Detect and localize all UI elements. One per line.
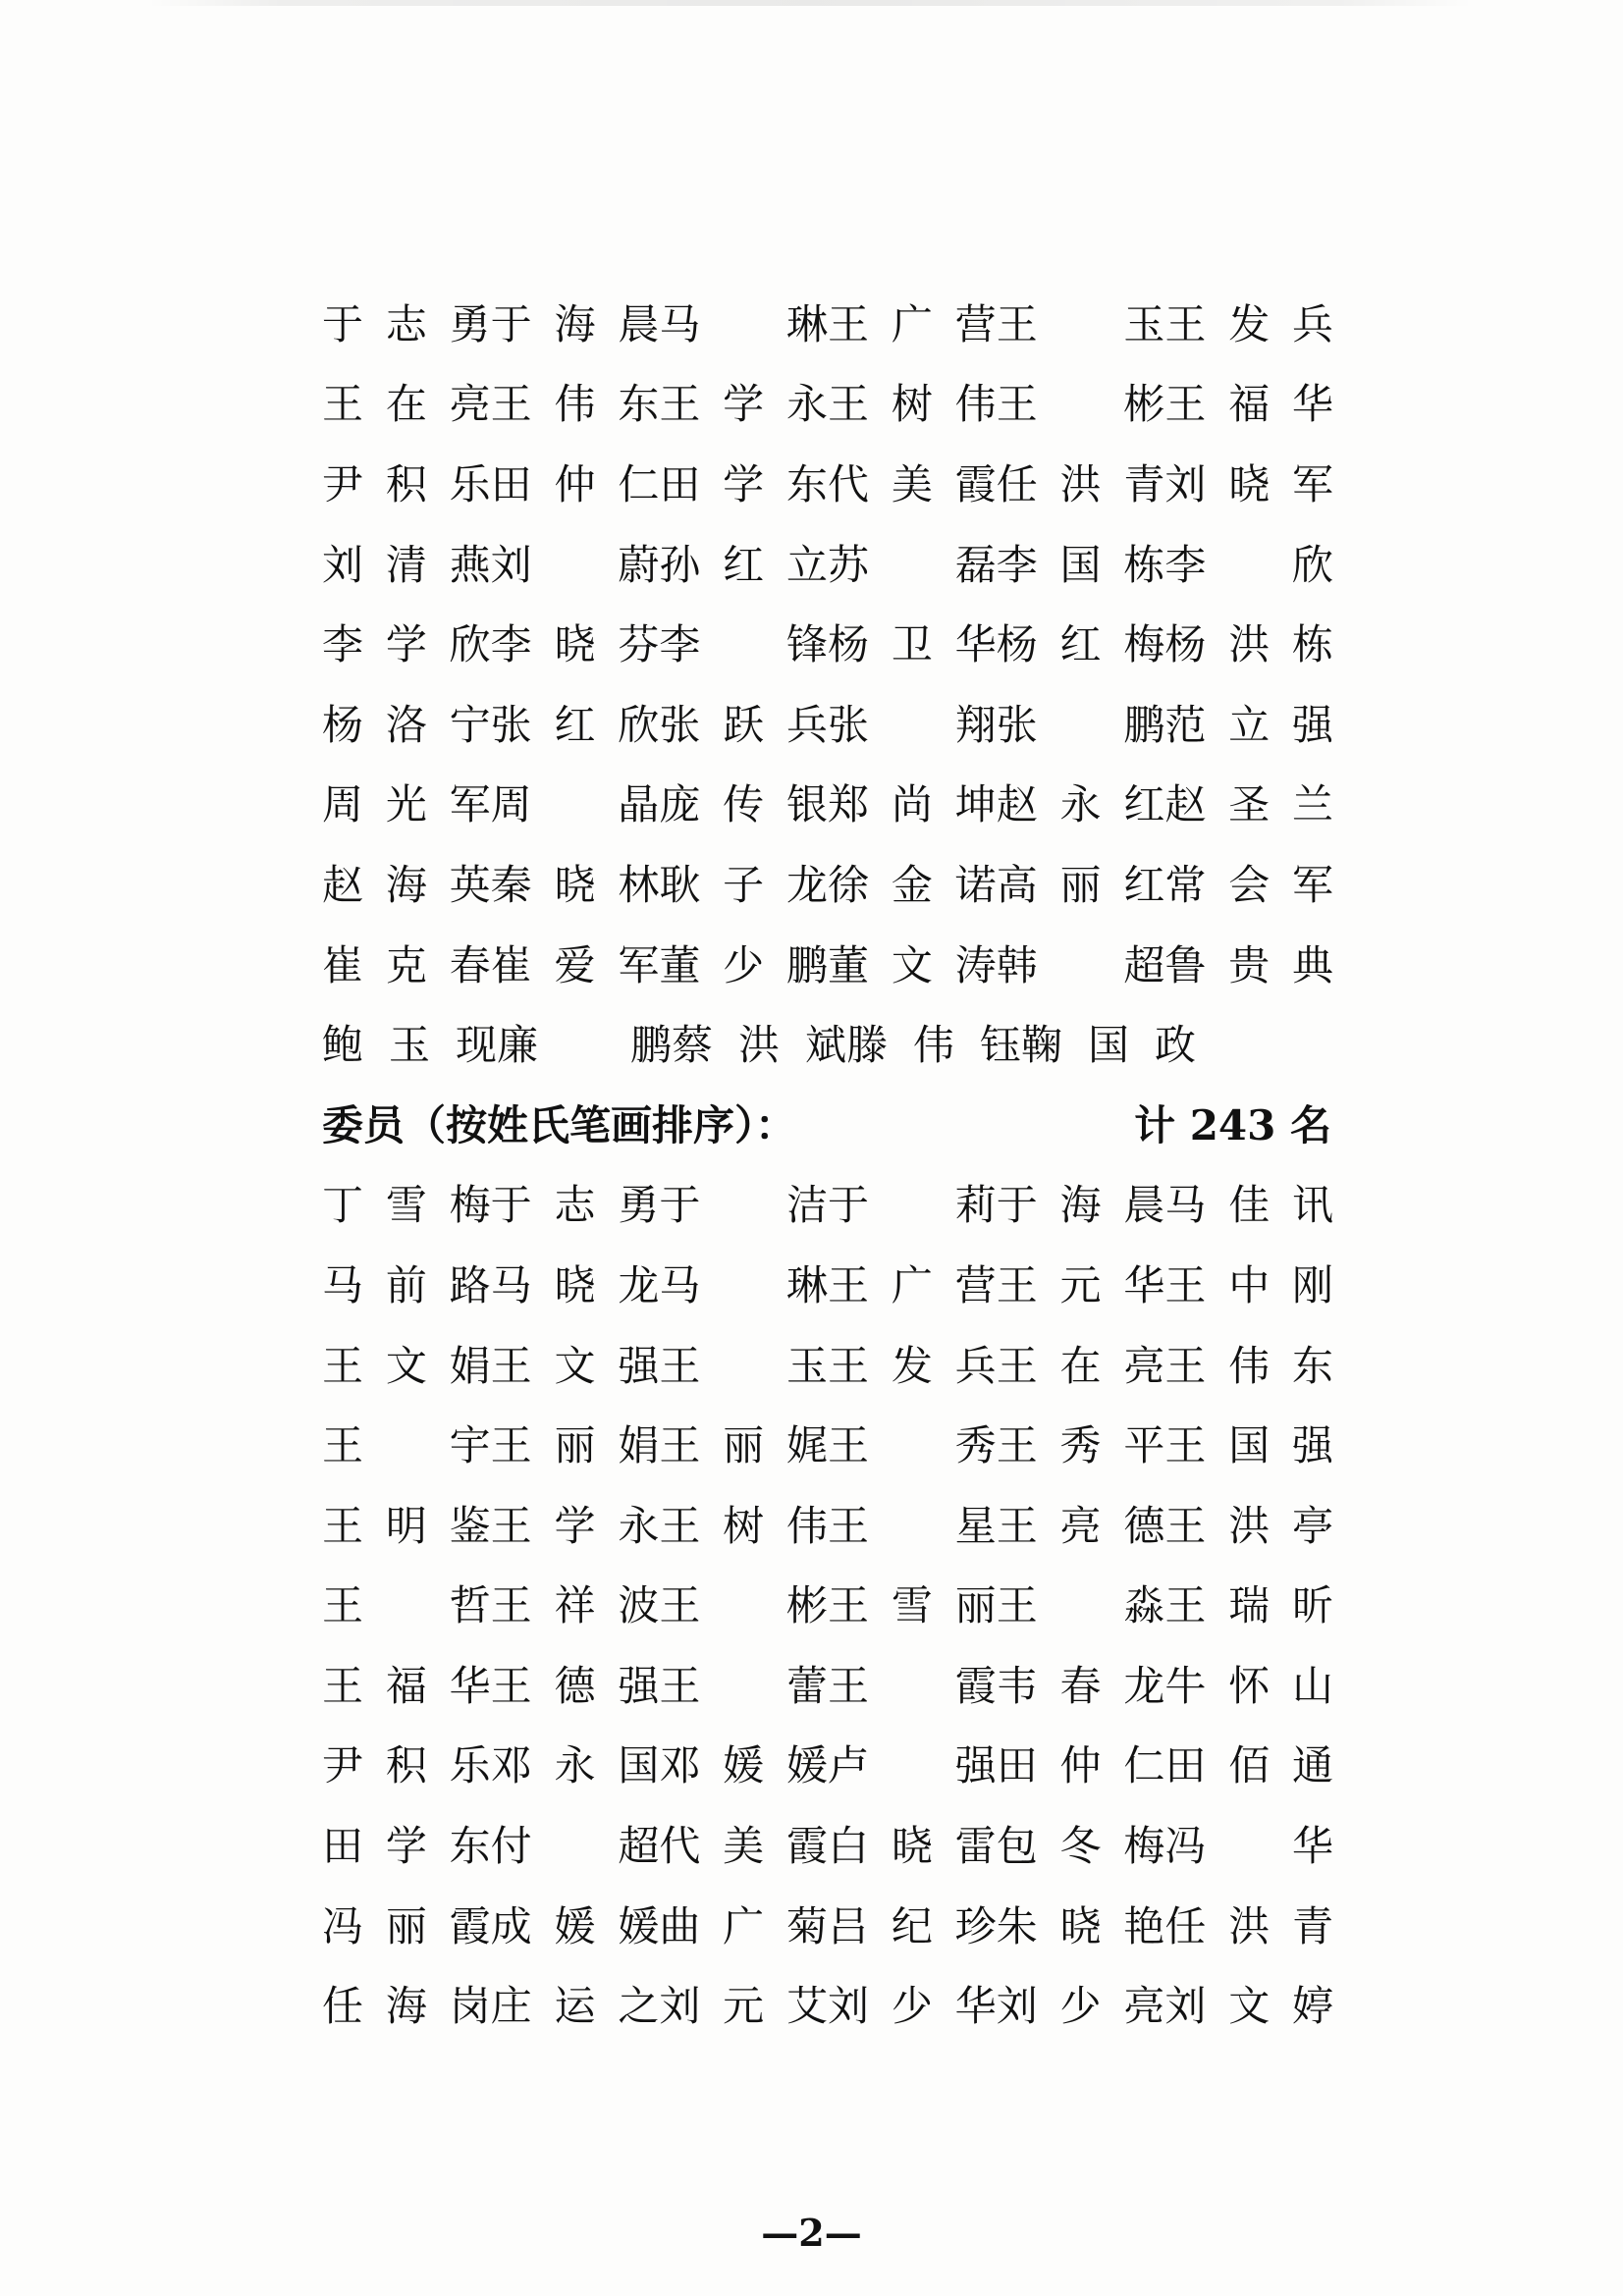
member-name: 赵 圣 兰: [1164, 780, 1334, 829]
member-name: 范 立 强: [1164, 700, 1334, 749]
name-row: [322, 525, 1333, 606]
member-name: 耿 子 龙: [659, 860, 829, 909]
member-name: 于 海 晨: [490, 299, 660, 348]
member-name: 王 文 娟: [322, 1341, 491, 1390]
member-name: 刘 晓 军: [1164, 459, 1334, 508]
member-name: 杨 洛 宁: [322, 700, 491, 749]
member-name: 孙 红 立: [659, 540, 829, 589]
member-name: 周 光 军: [322, 780, 491, 829]
member-name: 李 晓 芬: [490, 620, 660, 669]
member-name: 王 中 刚: [1164, 1260, 1334, 1309]
member-name: 王 学 永: [490, 1501, 660, 1550]
name-row: [322, 685, 1333, 766]
member-name: 王 福 华: [1164, 380, 1334, 429]
member-name: 刘 少 华: [828, 1982, 997, 2031]
member-name: 赵 海 英: [322, 860, 491, 909]
name-row: [322, 1246, 1333, 1326]
member-name: 王 树 伟: [659, 1501, 829, 1550]
member-name: 韩 超: [996, 940, 1165, 989]
member-name: 王 国 强: [1164, 1421, 1334, 1470]
member-name: 卢 强: [828, 1741, 997, 1790]
member-name: 刘 少 亮: [996, 1982, 1165, 2031]
member-name: 徐 金 诺: [828, 860, 997, 909]
member-name: 吕 纪 珍: [828, 1901, 997, 1950]
member-name: 王 发 兵: [828, 1341, 997, 1390]
name-row: [322, 1406, 1333, 1486]
member-name: 董 文 涛: [828, 940, 997, 989]
member-name: 任 洪 青: [1164, 1901, 1334, 1950]
member-name: 张 鹏: [996, 700, 1165, 749]
member-name: 王 在 亮: [322, 380, 491, 429]
member-name: 杨 卫 华: [828, 620, 997, 669]
member-name: 李 国 栋: [996, 540, 1165, 589]
member-name: 董 少 鹏: [659, 940, 829, 989]
member-name: 王 宇: [322, 1421, 491, 1470]
name-row: [322, 1326, 1333, 1407]
member-name: 王 哲: [322, 1581, 491, 1630]
member-name: 尹 积 乐: [322, 459, 491, 508]
name-row: [322, 1806, 1333, 1887]
committee-heading: 委员（按姓氏笔画排序）：: [322, 1100, 797, 1149]
member-name: 王 雪 丽: [828, 1581, 997, 1630]
name-row: [322, 1887, 1333, 1967]
member-name: 鞠 国 政: [1021, 1021, 1197, 1070]
member-name: 王 亮 德: [996, 1501, 1165, 1550]
member-name: 王 淼: [996, 1581, 1165, 1630]
member-name: 任 海 岗: [322, 1982, 491, 2031]
name-row: [322, 1966, 1333, 2047]
member-name: 张 翔: [828, 700, 997, 749]
member-name: 田 学 东: [659, 459, 829, 508]
member-name: 成 媛 媛: [490, 1901, 660, 1950]
member-name: 赵 永 红: [996, 780, 1165, 829]
member-name: 白 晓 雷: [828, 1822, 997, 1871]
member-name: 王 秀: [828, 1421, 997, 1470]
member-name: 王 彬: [659, 1581, 829, 1630]
member-name: 刘 元 艾: [659, 1982, 829, 2031]
member-name: 王 玉: [659, 1341, 829, 1390]
member-name: 王 祥 波: [490, 1581, 660, 1630]
committee-count: 计 243 名: [1134, 1100, 1331, 1149]
member-name: 苏 磊: [828, 540, 997, 589]
member-name: 马 琳: [659, 299, 829, 348]
member-name: 于 莉: [828, 1181, 997, 1230]
member-name: 朱 晓 艳: [996, 1901, 1165, 1950]
committee-heading-row: [322, 1086, 1333, 1166]
member-name: 郑 尚 坤: [828, 780, 997, 829]
member-name: 王 丽 娟: [490, 1421, 660, 1470]
member-list-section: [322, 285, 1333, 1086]
member-name: 任 洪 青: [996, 459, 1165, 508]
member-name: 廉 鹏: [497, 1021, 673, 1070]
member-name: 王 明 鉴: [322, 1501, 491, 1550]
member-name: 王 元 华: [996, 1260, 1165, 1309]
name-list: [322, 285, 1333, 2047]
member-name: 丁 雪 梅: [322, 1181, 491, 1230]
member-name: 王 伟 东: [490, 380, 660, 429]
member-name: 刘 文 婷: [1164, 1982, 1334, 2031]
member-name: 田 学 东: [322, 1822, 491, 1871]
member-name: 李 学 欣: [322, 620, 491, 669]
member-name: 王 洪 亭: [1164, 1501, 1334, 1550]
member-name: 李 欣: [1164, 540, 1334, 589]
name-row: [322, 445, 1333, 525]
committee-member-list: [322, 1166, 1333, 2048]
member-name: 包 冬 梅: [996, 1822, 1165, 1871]
member-name: 冯 丽 霞: [322, 1901, 491, 1950]
member-name: 王 德 强: [490, 1661, 660, 1710]
member-name: 庄 运 之: [490, 1982, 660, 2031]
member-name: 王 福 华: [322, 1661, 491, 1710]
member-name: 滕 伟 钰: [846, 1021, 1022, 1070]
member-name: 代 美 霞: [828, 459, 997, 508]
member-name: 曲 广 菊: [659, 1901, 829, 1950]
member-name: 付 超: [490, 1822, 660, 1871]
name-row: [322, 845, 1333, 926]
name-row: [322, 926, 1333, 1006]
member-name: 刘 蔚: [490, 540, 660, 589]
page-number: —2—: [761, 2211, 862, 2255]
name-row: [322, 1567, 1333, 1647]
member-name: 冯 华: [1164, 1822, 1334, 1871]
member-name: 于 志 勇: [322, 299, 491, 348]
name-row: [322, 1486, 1333, 1567]
member-name: 王 文 强: [490, 1341, 660, 1390]
member-name: 韦 春 龙: [996, 1661, 1165, 1710]
member-name: 王 星: [828, 1501, 997, 1550]
member-name: 于 海 晨: [996, 1181, 1165, 1230]
name-row: [322, 1166, 1333, 1247]
name-row: [322, 605, 1333, 685]
member-name: 崔 克 春: [322, 940, 491, 989]
member-name: 王 在 亮: [996, 1341, 1165, 1390]
member-name: 杨 红 梅: [996, 620, 1165, 669]
member-name: 王 彬: [996, 380, 1165, 429]
name-row: [322, 1005, 1333, 1086]
member-name: 王 霞: [828, 1661, 997, 1710]
member-name: 崔 爱 军: [490, 940, 660, 989]
name-row: [322, 766, 1333, 846]
name-row: [322, 365, 1333, 446]
member-name: 庞 传 银: [659, 780, 829, 829]
member-name: 王 学 永: [659, 380, 829, 429]
member-name: 张 红 欣: [490, 700, 660, 749]
member-name: 于 志 勇: [490, 1181, 660, 1230]
member-name: 王 广 营: [828, 1260, 997, 1309]
member-name: 常 会 军: [1164, 860, 1334, 909]
member-name: 马 佳 讯: [1164, 1181, 1334, 1230]
member-name: 张 跃 兵: [659, 700, 829, 749]
scan-edge-shadow: [147, 0, 1473, 6]
member-name: 李 锋: [659, 620, 829, 669]
name-row: [322, 1646, 1333, 1727]
member-name: 邓 媛 媛: [659, 1741, 829, 1790]
name-row: [322, 1727, 1333, 1807]
member-name: 王 蕾: [659, 1661, 829, 1710]
member-name: 王 树 伟: [828, 380, 997, 429]
member-name: 蔡 洪 斌: [672, 1021, 847, 1070]
member-name: 王 玉: [996, 299, 1165, 348]
member-name: 邓 永 国: [490, 1741, 660, 1790]
member-name: 马 琳: [659, 1260, 829, 1309]
member-name: 高 丽 红: [996, 860, 1165, 909]
member-name: 王 发 兵: [1164, 299, 1334, 348]
member-name: 王 瑞 昕: [1164, 1581, 1334, 1630]
member-name: 尹 积 乐: [322, 1741, 491, 1790]
member-name: 王 秀 平: [996, 1421, 1165, 1470]
member-name: 牛 怀 山: [1164, 1661, 1334, 1710]
member-name: 马 前 路: [322, 1260, 491, 1309]
member-name: 鲁 贵 典: [1164, 940, 1334, 989]
member-name: 田 仲 仁: [996, 1741, 1165, 1790]
member-name: 杨 洪 栋: [1164, 620, 1334, 669]
member-name: 王 广 营: [828, 299, 997, 348]
member-name: 刘 清 燕: [322, 540, 491, 589]
member-name: 鲍 玉 现: [322, 1021, 498, 1070]
member-name: 马 晓 龙: [490, 1260, 660, 1309]
member-name: 代 美 霞: [659, 1822, 829, 1871]
member-name: 周 晶: [490, 780, 660, 829]
member-name: 于 洁: [659, 1181, 829, 1230]
member-name: 田 佰 通: [1164, 1741, 1334, 1790]
member-name: 王 丽 娓: [659, 1421, 829, 1470]
member-name: 王 伟 东: [1164, 1341, 1334, 1390]
member-name: 秦 晓 林: [490, 860, 660, 909]
member-name: 田 仲 仁: [490, 459, 660, 508]
name-row: [322, 285, 1333, 365]
